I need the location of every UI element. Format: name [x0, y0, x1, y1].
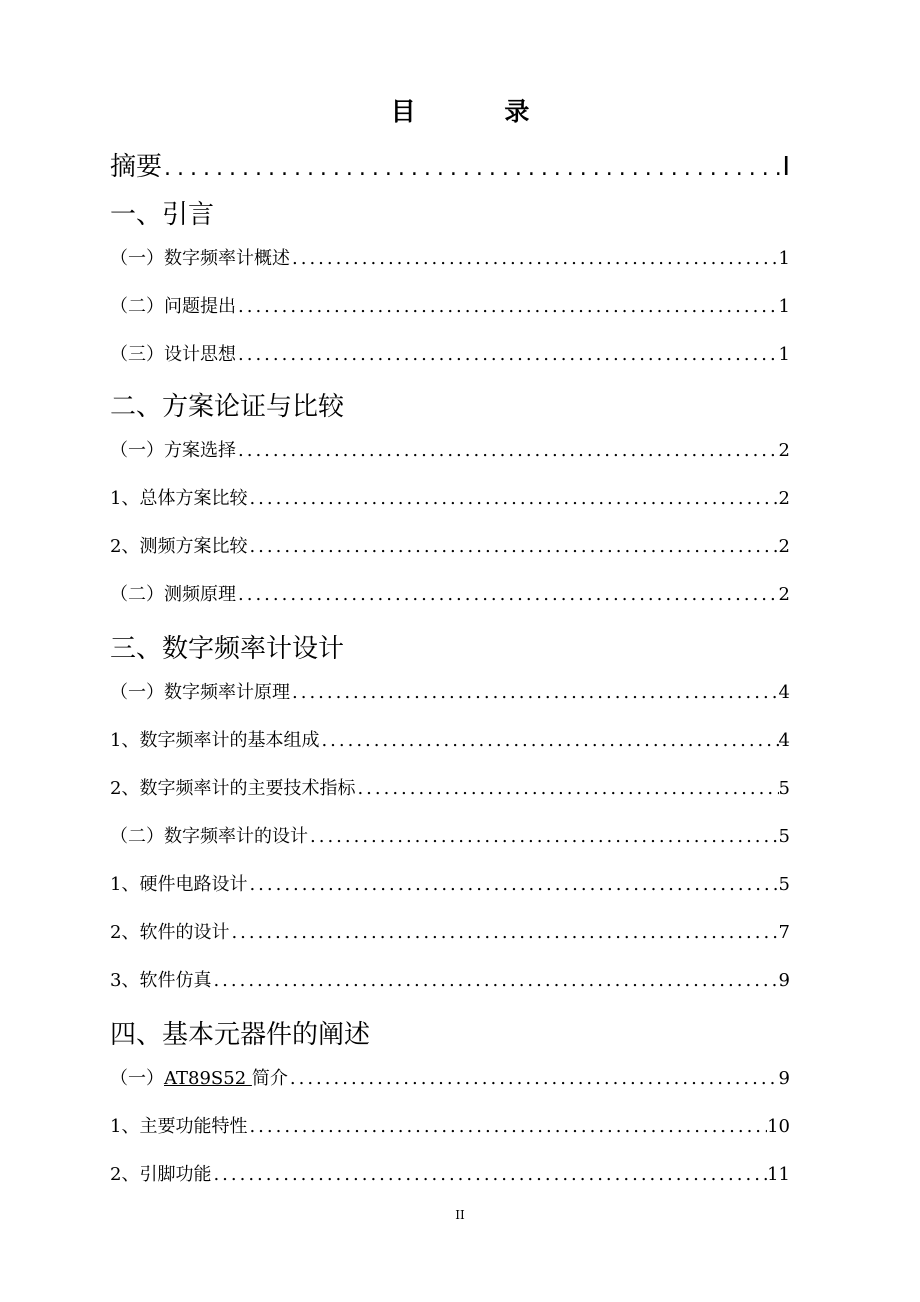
toc-leader-dots	[236, 296, 779, 317]
toc-page-number: 5	[778, 778, 790, 799]
toc-entry-label: （二）问题提出	[110, 296, 236, 317]
toc-entry-label: 2、数字频率计的主要技术指标	[110, 778, 356, 799]
toc-leader-dots	[247, 488, 778, 509]
toc-entry[interactable]	[110, 822, 790, 848]
toc-page-number: 1	[778, 248, 790, 269]
toc-entry-label: （一）数字频率计原理	[110, 682, 290, 703]
toc-leader-dots	[288, 1068, 779, 1089]
toc-page-number: 2	[778, 536, 790, 557]
toc-page-number: I	[782, 152, 790, 182]
toc-entry[interactable]	[110, 1014, 790, 1051]
toc-leader-dots	[247, 874, 778, 895]
toc-page-number: 5	[778, 826, 790, 847]
toc-entry-label: 二、方案论证与比较	[110, 392, 345, 422]
toc-entry[interactable]	[110, 194, 790, 231]
toc-page-number: 9	[778, 970, 790, 991]
toc-leader-dots	[229, 922, 778, 943]
toc-leader-dots	[211, 1164, 767, 1185]
page-number-footer: II	[455, 1208, 465, 1222]
toc-leader-dots	[319, 730, 778, 751]
toc-entry-label	[110, 1064, 288, 1090]
toc-entry[interactable]	[110, 918, 790, 944]
toc-entry[interactable]	[110, 436, 790, 462]
toc-entry[interactable]	[110, 146, 790, 183]
toc-leader-dots	[247, 536, 778, 557]
toc-entry-label: 2、测频方案比较	[110, 536, 248, 557]
toc-entry[interactable]	[110, 1064, 790, 1090]
toc-entry-label-underlined: AT89S52	[164, 1068, 252, 1089]
toc-leader-dots	[162, 156, 782, 181]
toc-page-number: 10	[767, 1116, 790, 1137]
toc-entry-label: 四、基本元器件的阐述	[110, 1020, 371, 1050]
toc-entry-label: 1、硬件电路设计	[110, 874, 248, 895]
toc-page-number: 2	[778, 440, 790, 461]
toc-entry-label: （一）方案选择	[110, 440, 236, 461]
toc-page-number: 11	[767, 1164, 790, 1185]
toc-entry[interactable]	[110, 484, 790, 510]
toc-leader-dots	[308, 826, 779, 847]
toc-page-number: 4	[778, 730, 790, 751]
toc-page-number: 1	[778, 296, 790, 317]
toc-entry[interactable]	[110, 386, 790, 423]
toc-page-number: 7	[778, 922, 790, 943]
toc-entry-label: 2、引脚功能	[110, 1164, 212, 1185]
toc-entry[interactable]	[110, 340, 790, 366]
toc-leader-dots	[247, 1116, 767, 1137]
toc-entry-label: （二）测频原理	[110, 584, 236, 605]
toc-entry[interactable]	[110, 1112, 790, 1138]
toc-entry-label: 一、引言	[110, 200, 215, 230]
toc-leader-dots	[355, 778, 778, 799]
toc-entry-label: （一）数字频率计概述	[110, 248, 290, 269]
toc-entry-label: 1、数字频率计的基本组成	[110, 730, 320, 751]
toc-leader-dots	[290, 682, 779, 703]
toc-page-number: 2	[778, 584, 790, 605]
toc-page-number: 5	[778, 874, 790, 895]
toc-entry[interactable]	[110, 726, 790, 752]
toc-page-number: 4	[778, 682, 790, 703]
toc-entry[interactable]	[110, 870, 790, 896]
toc-leader-dots	[211, 970, 778, 991]
toc-entry-label: 三、数字频率计设计	[110, 634, 345, 664]
toc-entry[interactable]	[110, 774, 790, 800]
toc-entry-label: （二）数字频率计的设计	[110, 826, 308, 847]
toc-entry[interactable]	[110, 1160, 790, 1186]
toc-entry[interactable]	[110, 966, 790, 992]
toc-entry-label: 2、软件的设计	[110, 922, 230, 943]
toc-leader-dots	[236, 440, 779, 461]
toc-entry[interactable]	[110, 532, 790, 558]
toc-entry-label: 1、主要功能特性	[110, 1116, 248, 1137]
toc-entry-label-suffix: 简介	[251, 1068, 288, 1089]
toc-entry[interactable]	[110, 244, 790, 270]
toc-entry[interactable]	[110, 628, 790, 665]
toc-leader-dots	[290, 248, 779, 269]
toc-entry[interactable]	[110, 580, 790, 606]
toc-entry-label: （三）设计思想	[110, 344, 236, 365]
page-title: 目 录	[390, 97, 570, 126]
toc-leader-dots	[236, 584, 779, 605]
toc-page-number: 9	[778, 1068, 790, 1089]
toc-entry-label-prefix: （一）	[110, 1068, 164, 1089]
toc-entry[interactable]	[110, 292, 790, 318]
toc-entry[interactable]	[110, 678, 790, 704]
toc-entry-label: 摘要	[110, 152, 163, 182]
toc-leader-dots	[236, 344, 779, 365]
toc-page-number: 1	[778, 344, 790, 365]
toc-entry-label: 3、软件仿真	[110, 970, 212, 991]
toc-entry-label: 1、总体方案比较	[110, 488, 248, 509]
toc-page-number: 2	[778, 488, 790, 509]
